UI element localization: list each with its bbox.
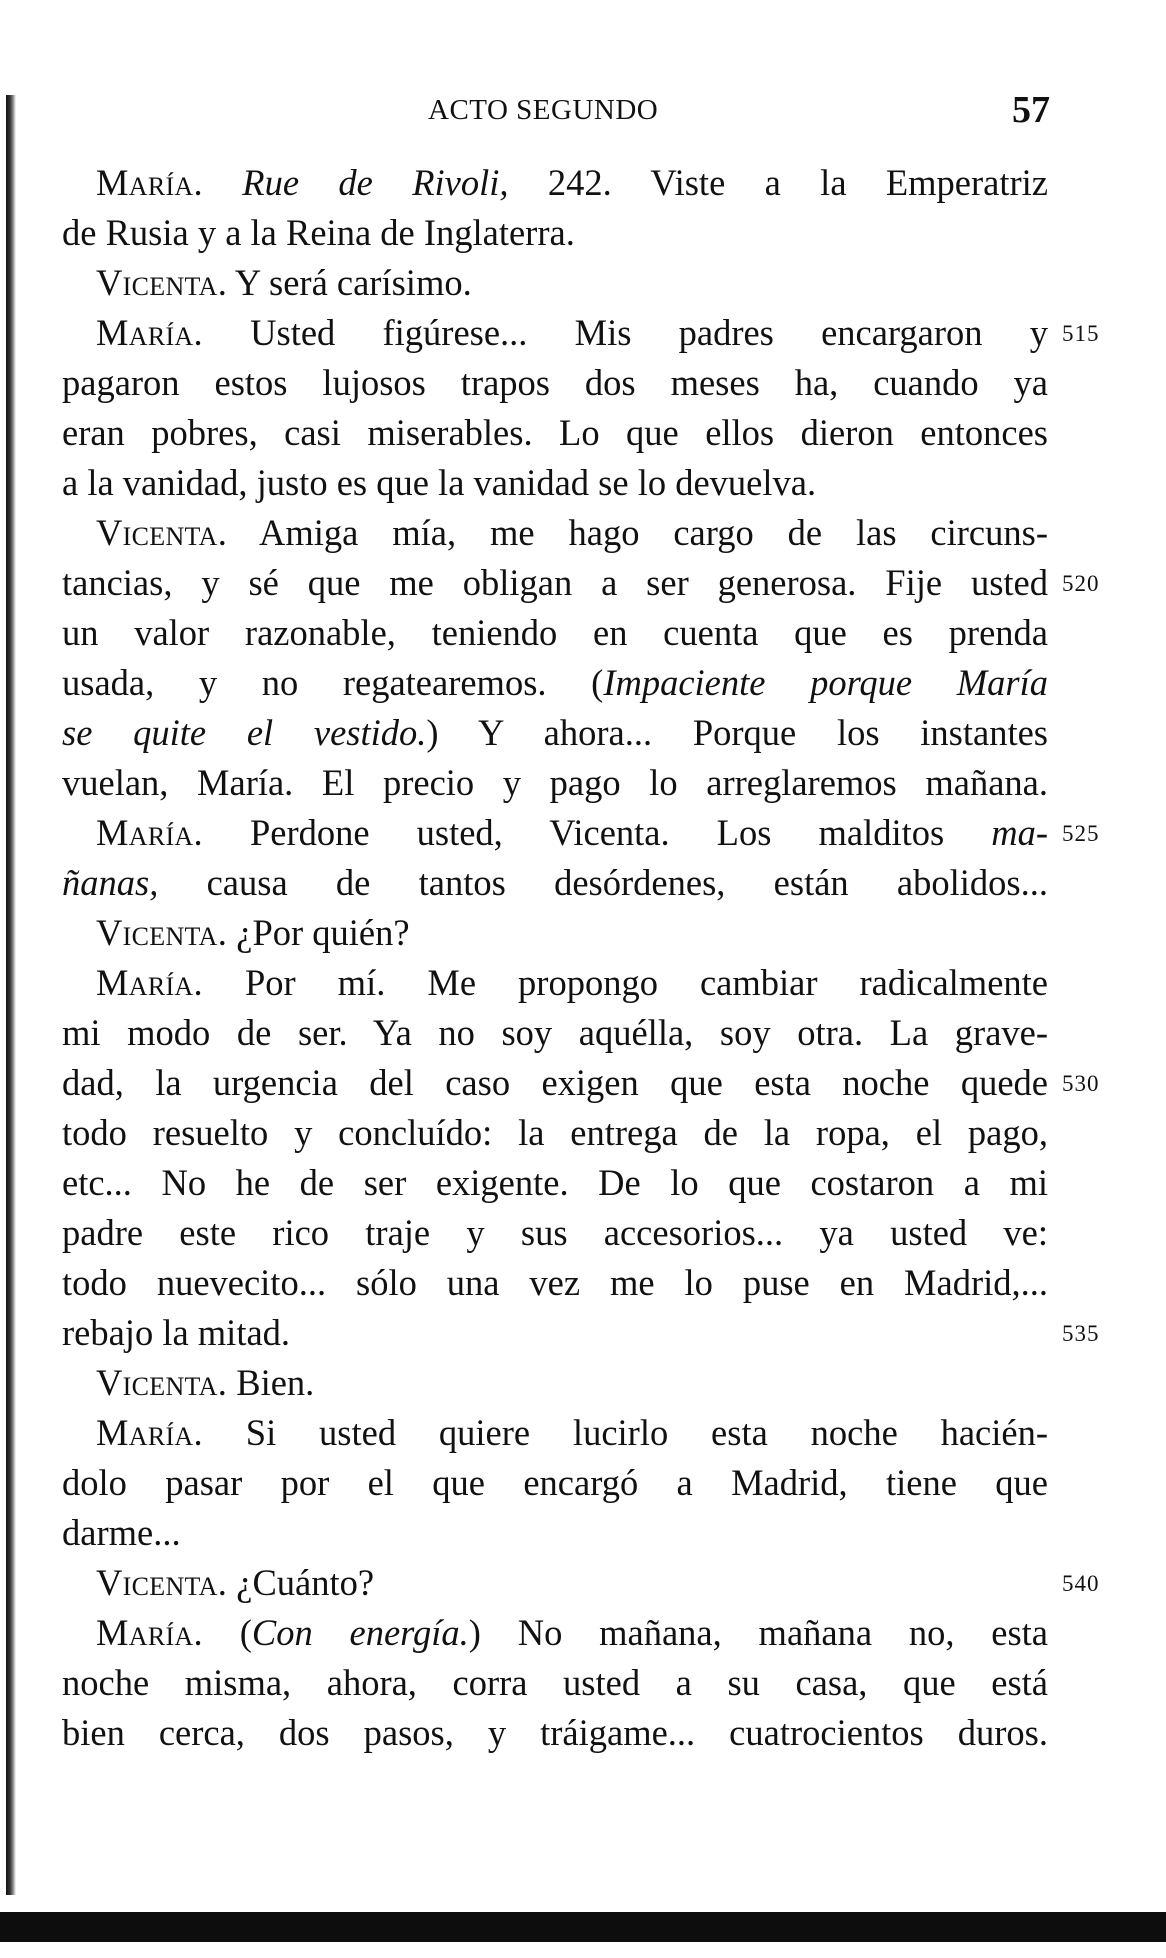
line-text: etc... No he de ser exigente. De lo que costaron a mi [62,1162,1048,1203]
text-line [62,1358,1048,1408]
line-text: mi modo de ser. Ya no soy aquélla, soy otra. La grave- [62,1012,1048,1053]
speaker-name: Vicenta. [96,1562,228,1603]
text-line [62,1708,1048,1758]
text-line [62,1558,1100,1608]
text-line [62,908,1048,958]
line-text: noche misma, ahora, corra usted a su casa, que está [62,1662,1048,1703]
line-text: usada, y no regatearemos. ( [62,662,604,703]
text-line [62,1208,1048,1258]
line-text: rebajo la mitad. [62,1312,291,1353]
line-text: vuelan, María. El precio y pago lo arreglaremos mañana. [62,762,1048,803]
line-text: tancias, y sé que me obligan a ser generosa. Fije usted [62,562,1048,603]
page-number: 57 [1012,89,1050,131]
text-line [62,758,1048,808]
line-text: ( [202,1612,252,1653]
line-text: ) No mañana, mañana no, esta [468,1612,1048,1653]
italic-text: Impaciente porque María [603,662,1049,703]
text-line [62,1008,1048,1058]
scan-bottom-edge [0,1912,1166,1942]
speaker-name: María. [96,1412,203,1453]
text-line [62,1508,1048,1558]
italic-text: Rue de Rivoli, [242,162,509,203]
line-text: eran pobres, casi miserables. Lo que ellos dieron entonces [62,412,1048,453]
speaker-name: María. [96,162,203,203]
text-line [62,308,1100,358]
line-text: pagaron estos lujosos trapos dos meses ha, cuando ya [62,362,1048,403]
line-number: 535 [1062,1321,1100,1346]
line-text: 242. Viste a la Emperatriz [508,162,1048,203]
line-text: todo nuevecito... sólo una vez me lo puse en Madrid,... [62,1262,1048,1303]
line-text: ¿Cuánto? [227,1562,375,1603]
speaker-name: María. [96,812,203,853]
text-line [62,458,1048,508]
text-line [62,858,1048,908]
text-line [62,158,1048,208]
text-line [62,1108,1048,1158]
italic-text: se quite el vestido. [62,712,427,753]
italic-text: Con energía. [251,1612,469,1653]
page-header [0,89,1166,136]
line-number: 515 [1062,321,1100,346]
text-line [62,408,1048,458]
speaker-name: María. [96,312,203,353]
line-text: Perdone usted, Vicenta. Los malditos [202,812,992,853]
text-line [62,1308,1100,1358]
line-text: darme... [62,1512,181,1553]
speaker-name: María. [96,1612,203,1653]
line-text: bien cerca, dos pasos, y tráigame... cuatrocientos duros. [62,1712,1048,1753]
line-text: Bien. [227,1362,315,1403]
text-line [62,258,1048,308]
text-line [62,208,1048,258]
text-line [62,1608,1048,1658]
text-line [62,558,1100,608]
line-text: causa de tantos desórdenes, están abolidos... [158,862,1048,903]
text-line [62,1408,1048,1458]
text-line [62,1158,1048,1208]
speaker-name: Vicenta. [96,512,228,553]
text-line [62,958,1048,1008]
text-line [62,1458,1048,1508]
line-text: un valor razonable, teniendo en cuenta que es prenda [62,612,1048,653]
line-number: 540 [1062,1571,1100,1596]
speaker-name: Vicenta. [96,912,228,953]
italic-text: ma- [991,812,1048,853]
line-text: Usted figúrese... Mis padres encargaron y [202,312,1048,353]
line-text: ¿Por quién? [227,912,410,953]
text-line [62,808,1100,858]
line-number: 520 [1062,571,1100,596]
text-line [62,358,1048,408]
play-text [62,158,1100,1758]
line-text: ) Y ahora... Porque los instantes [426,712,1049,753]
line-text: a la vanidad, justo es que la vanidad se lo devuelva. [62,462,817,503]
line-text: Amiga mía, me hago cargo de las circuns- [227,512,1048,553]
line-text: dolo pasar por el que encargó a Madrid, tiene que [62,1462,1048,1503]
speaker-name: Vicenta. [96,262,228,303]
line-text: Por mí. Me propongo cambiar radicalmente [202,962,1048,1003]
line-text: dad, la urgencia del caso exigen que esta noche quede [62,1062,1048,1103]
text-line [62,658,1048,708]
speaker-name: María. [96,962,203,1003]
text-line [62,508,1048,558]
page-binding-edge [6,95,16,1895]
line-number: 525 [1062,821,1100,846]
text-line [62,708,1048,758]
line-text: todo resuelto y concluído: la entrega de la ropa, el pago, [62,1112,1048,1153]
text-line [62,1058,1100,1108]
line-text: de Rusia y a la Reina de Inglaterra. [62,212,575,253]
running-head: ACTO SEGUNDO [428,94,659,126]
text-line [62,1258,1048,1308]
speaker-name: Vicenta. [96,1362,228,1403]
line-text: Si usted quiere lucirlo esta noche hacién- [202,1412,1048,1453]
line-number: 530 [1062,1071,1100,1096]
line-text: Y será carísimo. [227,262,472,303]
text-line [62,608,1048,658]
line-text [203,162,242,203]
text-line [62,1658,1048,1708]
line-text: padre este rico traje y sus accesorios... ya usted ve: [62,1212,1048,1253]
italic-text: ñanas, [62,862,159,903]
